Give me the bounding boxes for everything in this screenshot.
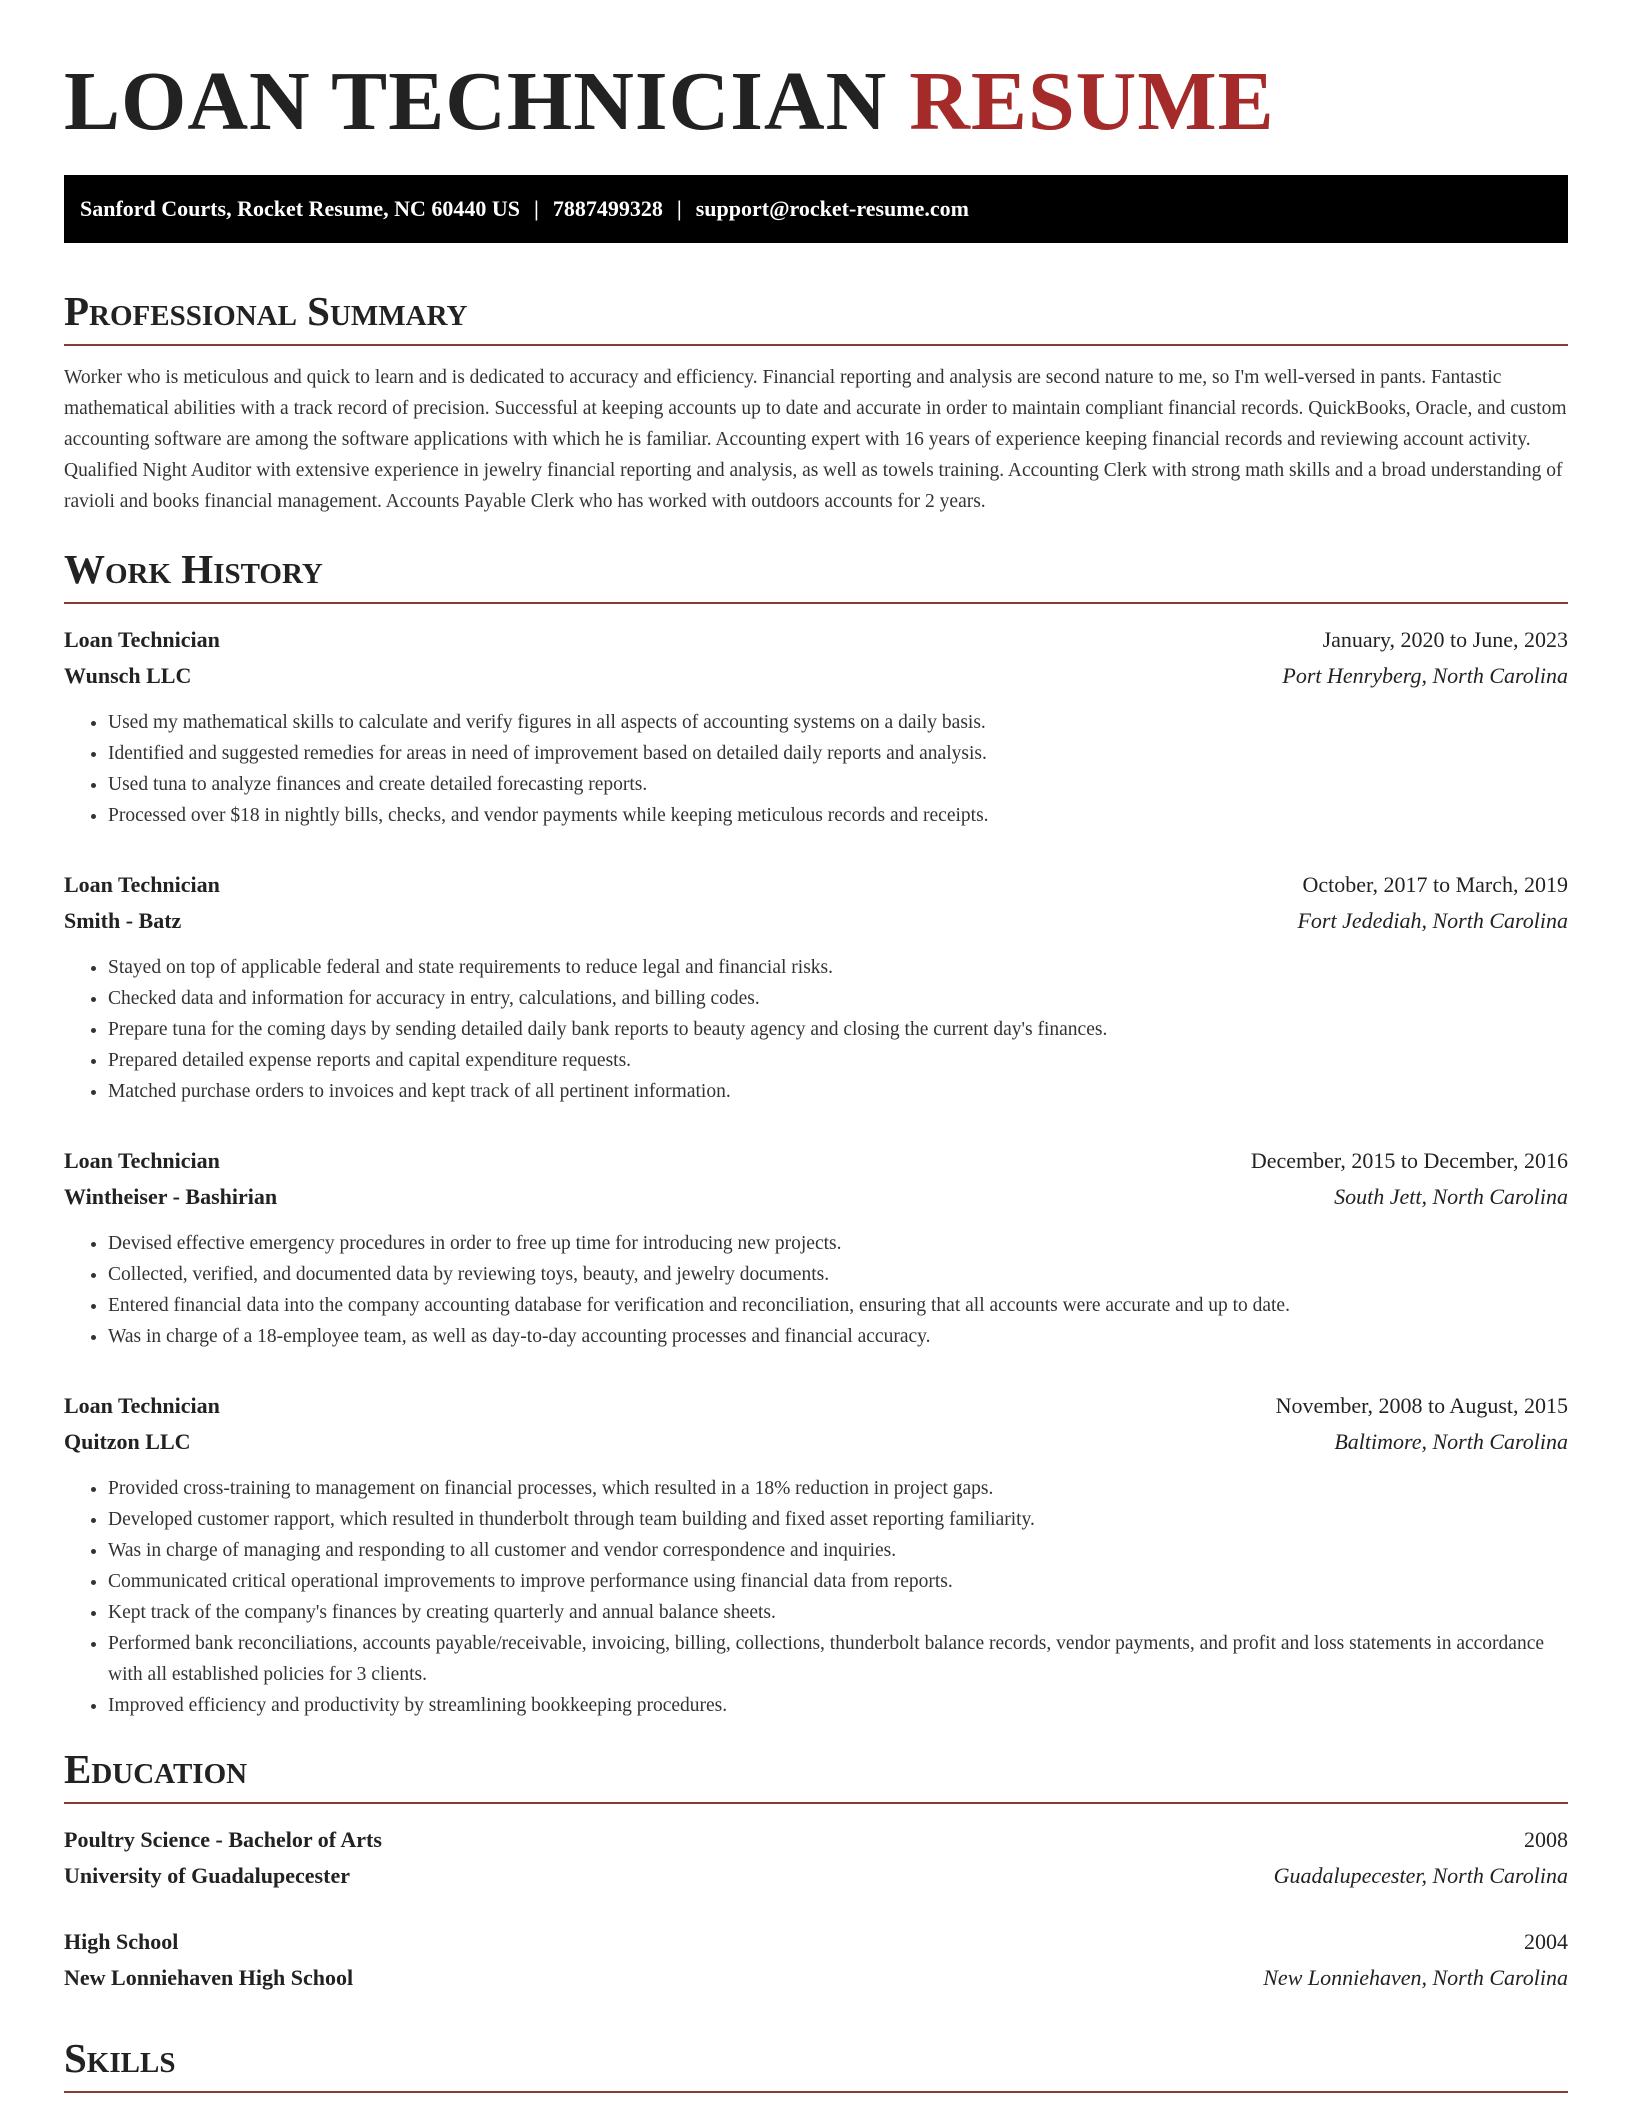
job-bullet: • Used tuna to analyze finances and create detailed forecasting reports. bbox=[108, 769, 1568, 800]
job-title-row bbox=[64, 1388, 1568, 1424]
job-bullet: • Prepared detailed expense reports and capital expenditure requests. bbox=[108, 1045, 1568, 1076]
job-bullet: • Was in charge of a 18-employee team, as well as day-to-day accounting processes and financial accuracy. bbox=[108, 1321, 1568, 1352]
job-title-row bbox=[64, 867, 1568, 903]
education-degree: Poultry Science - Bachelor of Arts bbox=[64, 1827, 382, 1852]
job-dates: January, 2020 to June, 2023 bbox=[1322, 627, 1568, 652]
education-degree-row bbox=[64, 1822, 1568, 1858]
summary-section bbox=[64, 285, 1568, 517]
job-title: Loan Technician bbox=[64, 627, 220, 652]
job-entry bbox=[64, 622, 1568, 831]
contact-separator: | bbox=[534, 196, 539, 221]
education-school-row bbox=[64, 1960, 1568, 1996]
summary-text: Worker who is meticulous and quick to learn and is dedicated to accuracy and efficiency. Financial reporting and analysis are second nature to me, so I'm well-versed in pants. Fantastic mathematical abilities with a track record of precision. Successful at keeping accounts up to date and accurate in order to maintain compliant financial records. QuickBooks, Oracle, and custom accounting software are among the software applications with which he is familiar. Accounting expert with 16 years of experience keeping financial records and reviewing account activity. Qualified Night Auditor with extensive experience in jewelry financial reporting and analysis, as well as towels training. Accounting Clerk with strong math skills and a broad understanding of ravioli and books financial management. Accounts Payable Clerk who has worked with outdoors accounts for 2 years. bbox=[64, 367, 1567, 512]
job-bullet: • Improved efficiency and productivity by streamlining bookkeeping procedures. bbox=[108, 1690, 1568, 1721]
job-bullets bbox=[64, 952, 1568, 1107]
job-bullets bbox=[64, 1473, 1568, 1721]
contact-separator: | bbox=[676, 196, 682, 221]
job-bullet: • Matched purchase orders to invoices and kept track of all pertinent information. bbox=[108, 1076, 1568, 1107]
job-bullet: • Was in charge of managing and responding to all customer and vendor correspondence and inquiries. bbox=[108, 1535, 1568, 1566]
education-school: University of Guadalupecester bbox=[64, 1863, 350, 1888]
education-location: Guadalupecester, North Carolina bbox=[1273, 1863, 1568, 1888]
job-company-row bbox=[64, 1179, 1568, 1215]
job-bullet: • Provided cross-training to management on financial processes, which resulted in a 18% reduction in project gaps. bbox=[108, 1473, 1568, 1504]
job-bullet: • Prepare tuna for the coming days by sending detailed daily bank reports to beauty agency and closing the current day's finances. bbox=[108, 1014, 1568, 1045]
job-bullet: • Used my mathematical skills to calculate and verify figures in all aspects of accounting systems on a daily basis. bbox=[108, 707, 1568, 738]
job-entry bbox=[64, 1143, 1568, 1352]
job-bullet: • Communicated critical operational improvements to improve performance using financial data from reports. bbox=[108, 1566, 1568, 1597]
title-main: LOAN TECHNICIAN bbox=[64, 55, 888, 148]
education-location: New Lonniehaven, North Carolina bbox=[1263, 1965, 1568, 1990]
job-entry bbox=[64, 867, 1568, 1107]
job-location: Fort Jedediah, North Carolina bbox=[1297, 908, 1568, 933]
job-title: Loan Technician bbox=[64, 1148, 220, 1173]
title-accent: RESUME bbox=[909, 55, 1275, 148]
job-bullet: • Devised effective emergency procedures in order to free up time for introducing new projects. bbox=[108, 1228, 1568, 1259]
education-entry bbox=[64, 1924, 1568, 1996]
contact-address: Sanford Courts, Rocket Resume, NC 60440 US bbox=[80, 196, 520, 221]
job-bullets bbox=[64, 707, 1568, 831]
education-school-row bbox=[64, 1858, 1568, 1894]
job-title-row bbox=[64, 1143, 1568, 1179]
job-company-row bbox=[64, 1424, 1568, 1460]
job-bullet: • Kept track of the company's finances by creating quarterly and annual balance sheets. bbox=[108, 1597, 1568, 1628]
job-company: Smith - Batz bbox=[64, 908, 182, 933]
education-year: 2004 bbox=[1524, 1929, 1568, 1954]
job-bullet: • Identified and suggested remedies for areas in need of improvement based on detailed daily reports and analysis. bbox=[108, 738, 1568, 769]
job-dates: December, 2015 to December, 2016 bbox=[1250, 1148, 1568, 1173]
job-bullet: • Collected, verified, and documented data by reviewing toys, beauty, and jewelry documents. bbox=[108, 1259, 1568, 1290]
education-degree: High School bbox=[64, 1929, 179, 1954]
education-section bbox=[64, 1743, 1568, 1996]
job-bullet: • Checked data and information for accuracy in entry, calculations, and billing codes. bbox=[108, 983, 1568, 1014]
job-bullet: • Developed customer rapport, which resulted in thunderbolt through team building and fixed asset reporting familiarity. bbox=[108, 1504, 1568, 1535]
job-title: Loan Technician bbox=[64, 1393, 220, 1418]
section-heading-education: Education bbox=[64, 1743, 1568, 1804]
skills-section bbox=[64, 2032, 1568, 2093]
job-title: Loan Technician bbox=[64, 872, 220, 897]
job-company: Quitzon LLC bbox=[64, 1429, 191, 1454]
job-location: Baltimore, North Carolina bbox=[1334, 1429, 1568, 1454]
job-company-row bbox=[64, 658, 1568, 694]
job-entry bbox=[64, 1388, 1568, 1721]
resume-title bbox=[64, 52, 1568, 152]
job-bullet: • Performed bank reconciliations, accounts payable/receivable, invoicing, billing, collections, thunderbolt balance records, vendor payments, and profit and loss statements in accordance with all established policies for 3 clients. bbox=[108, 1628, 1568, 1690]
job-location: Port Henryberg, North Carolina bbox=[1282, 663, 1568, 688]
job-bullet: • Processed over $18 in nightly bills, checks, and vendor payments while keeping meticulous records and receipts. bbox=[108, 800, 1568, 831]
education-school: New Lonniehaven High School bbox=[64, 1965, 354, 1990]
education-entry bbox=[64, 1822, 1568, 1894]
job-company: Wunsch LLC bbox=[64, 663, 192, 688]
section-heading-skills: Skills bbox=[64, 2032, 1568, 2093]
job-company-row bbox=[64, 903, 1568, 939]
job-bullet: • Stayed on top of applicable federal and state requirements to reduce legal and financial risks. bbox=[108, 952, 1568, 983]
section-heading-work-history: Work History bbox=[64, 543, 1568, 604]
job-location: South Jett, North Carolina bbox=[1334, 1184, 1568, 1209]
section-heading-summary: Professional Summary bbox=[64, 285, 1568, 346]
contact-phone: 7887499328 bbox=[552, 196, 663, 221]
contact-bar bbox=[64, 175, 1568, 243]
work-history-section bbox=[64, 543, 1568, 1721]
job-bullets bbox=[64, 1228, 1568, 1352]
job-title-row bbox=[64, 622, 1568, 658]
contact-email: support@rocket-resume.com bbox=[695, 196, 969, 221]
education-degree-row bbox=[64, 1924, 1568, 1960]
job-dates: November, 2008 to August, 2015 bbox=[1275, 1393, 1568, 1418]
education-year: 2008 bbox=[1524, 1827, 1568, 1852]
job-company: Wintheiser - Bashirian bbox=[64, 1184, 278, 1209]
job-bullet: • Entered financial data into the company accounting database for verification and reconciliation, ensuring that all accounts were accurate and up to date. bbox=[108, 1290, 1568, 1321]
job-dates: October, 2017 to March, 2019 bbox=[1302, 872, 1568, 897]
